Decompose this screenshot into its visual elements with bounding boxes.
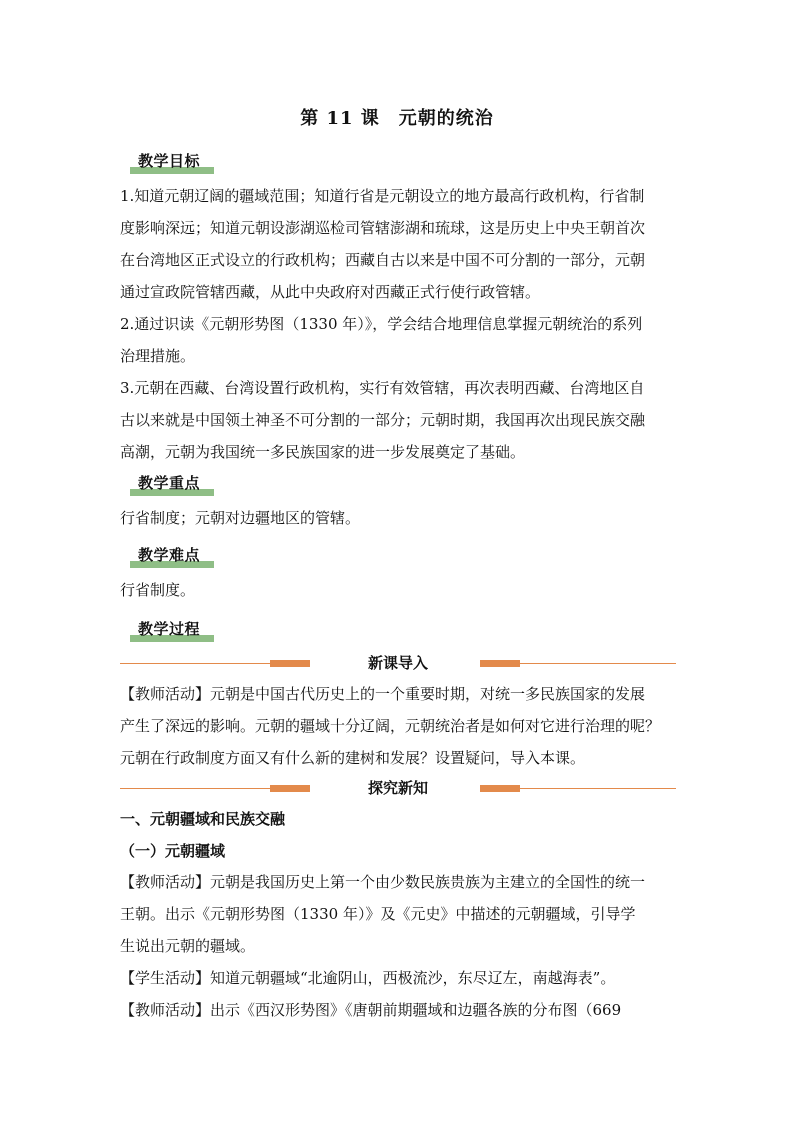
difficulties-paragraph	[120, 574, 676, 606]
section-label-difficulties	[130, 544, 214, 570]
text-line: 高潮，元朝为我国统一多民族国家的进一步发展奠定了基础。	[120, 443, 526, 461]
text-line: 【教师活动】元朝是中国古代历史上的一个重要时期，对统一多民族国家的发展	[120, 685, 646, 703]
text-line: 2.通过识读《元朝形势图（1330 年）》，学会结合地理信息掌握元朝统治的系列	[120, 315, 643, 333]
divider-label: 新课导入	[367, 654, 428, 672]
intro-paragraph	[120, 678, 676, 774]
text-line: 通过宣政院管辖西藏，从此中央政府对西藏正式行使行政管辖。	[120, 283, 541, 301]
text-line: 【教师活动】元朝是我国历史上第一个由少数民族贵族为主建立的全国性的统一	[120, 873, 646, 891]
divider-block	[480, 660, 520, 667]
text-line: 行省制度；元朝对边疆地区的管辖。	[120, 509, 361, 527]
text-line: 元朝在行政制度方面又有什么新的建树和发展？设置疑问，导入本课。	[120, 749, 586, 767]
text-line: 古以来就是中国领土神圣不可分割的一部分；元朝时期，我国再次出现民族交融	[120, 411, 646, 429]
section-label-objectives	[130, 150, 214, 176]
divider-explore	[120, 781, 676, 797]
heading-level-2: （一）元朝疆域	[120, 842, 226, 860]
text-line: 【学生活动】知道元朝疆域“北逾阴山，西极流沙，东尽辽左，南越海表”。	[120, 969, 616, 987]
divider-rule	[120, 788, 270, 789]
section-label-text: 教学目标	[138, 152, 201, 170]
section-label-text: 教学重点	[138, 474, 201, 492]
section-label-process	[130, 618, 214, 644]
section-label-text: 教学过程	[138, 620, 201, 638]
objectives-paragraph	[120, 180, 676, 468]
section-label-keypoints	[130, 472, 214, 498]
divider-rule	[520, 663, 676, 664]
text-line: 行省制度。	[120, 581, 196, 599]
text-line: 【教师活动】出示《西汉形势图》《唐朝前期疆域和边疆各族的分布图（669	[120, 1001, 622, 1019]
divider-intro	[120, 656, 676, 672]
text-line: 产生了深远的影响。元朝的疆域十分辽阔，元朝统治者是如何对它进行治理的呢？	[120, 717, 661, 735]
text-line: 在台湾地区正式设立的行政机构；西藏自古以来是中国不可分割的一部分，元朝	[120, 251, 646, 269]
text-line: 3.元朝在西藏、台湾设置行政机构，实行有效管辖，再次表明西藏、台湾地区自	[120, 379, 645, 397]
text-line: 王朝。出示《元朝形势图（1330 年）》及《元史》中描述的元朝疆域，引导学	[120, 905, 636, 923]
text-line: 度影响深远；知道元朝设澎湖巡检司管辖澎湖和琉球，这是历史上中央王朝首次	[120, 219, 646, 237]
divider-block	[270, 660, 310, 667]
divider-block	[480, 785, 520, 792]
text-line: 生说出元朝的疆域。	[120, 937, 256, 955]
divider-rule	[120, 663, 270, 664]
keypoints-paragraph	[120, 502, 676, 534]
section-label-text: 教学难点	[138, 546, 201, 564]
divider-label: 探究新知	[367, 779, 428, 797]
text-line: 1.知道元朝辽阔的疆域范围；知道行省是元朝设立的地方最高行政机构，行省制	[120, 187, 645, 205]
body-paragraph	[120, 866, 676, 1026]
divider-block	[270, 785, 310, 792]
text-line: 治理措施。	[120, 347, 196, 365]
divider-rule	[520, 788, 676, 789]
heading-level-1: 一、元朝疆域和民族交融	[120, 810, 286, 828]
lesson-title: 第 11 课 元朝的统治	[300, 108, 494, 129]
